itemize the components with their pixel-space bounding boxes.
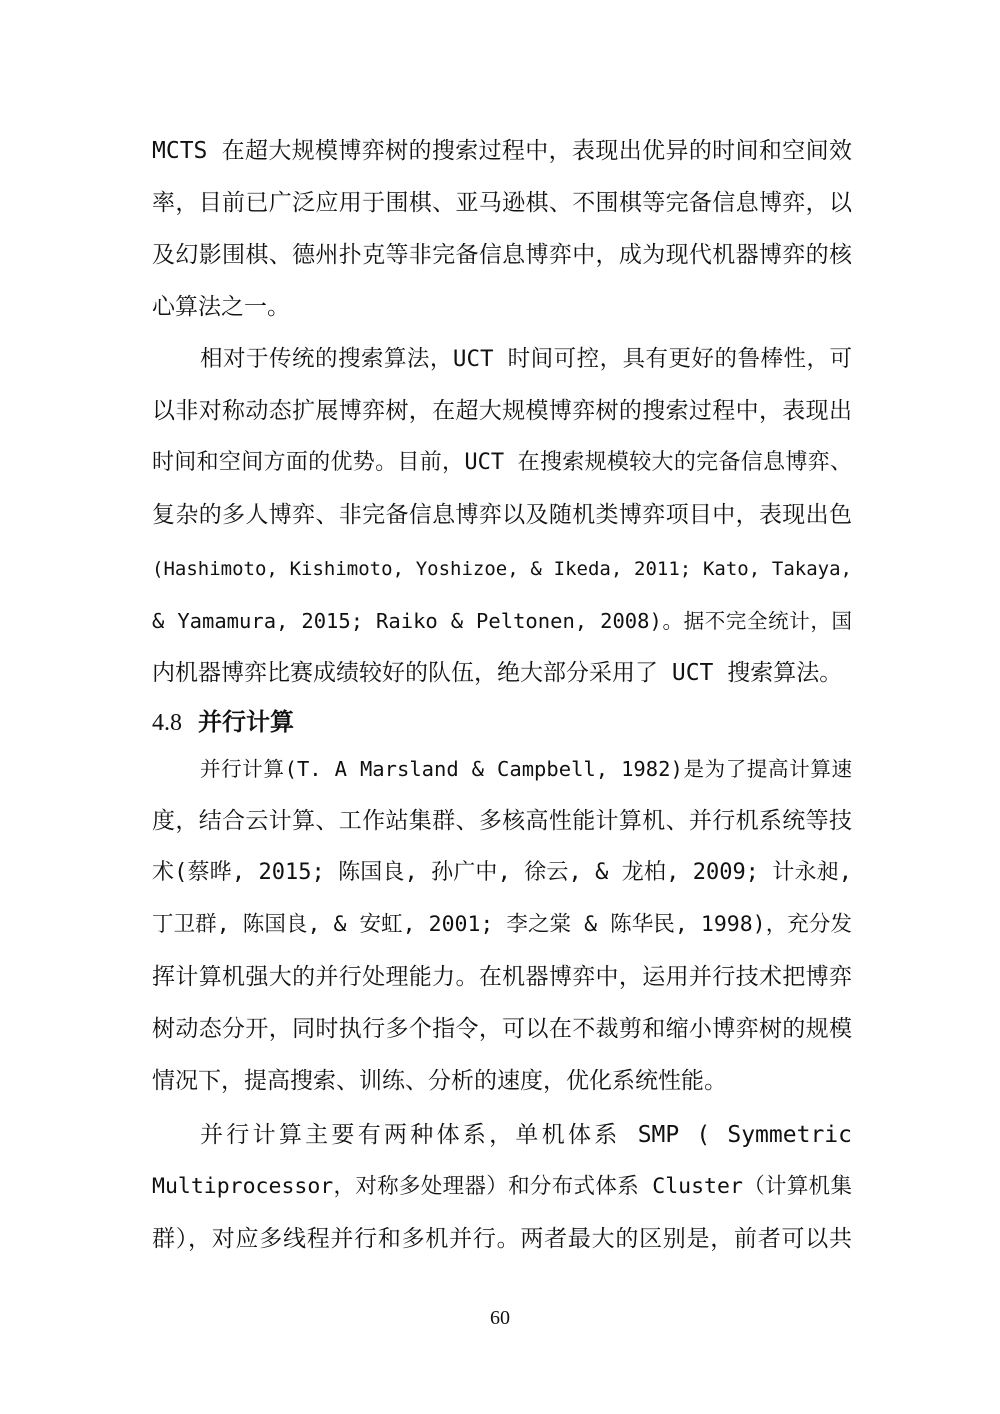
body-text-line: 时间和空间方面的优势。目前，UCT 在搜索规模较大的完备信息博弈、 (152, 450, 852, 475)
page-number: 60 (490, 1307, 510, 1329)
body-text-line: (Hashimoto, Kishimoto, Yoshizoe, & Ikeda, 2011; Kato, Takaya, (152, 558, 852, 580)
body-text-line: 率，目前已广泛应用于围棋、亚马逊棋、不围棋等完备信息博弈，以 (152, 190, 852, 216)
body-text-line: 树动态分开，同时执行多个指令，可以在不裁剪和缩小博弈树的规模 (152, 1016, 852, 1042)
body-text-line: MCTS 在超大规模博弈树的搜索过程中，表现出优异的时间和空间效 (152, 138, 852, 164)
body-text-line: 群），对应多线程并行和多机并行。两者最大的区别是，前者可以共 (152, 1226, 852, 1252)
body-text-line: 并行计算(T. A Marsland & Campbell, 1982)是为了提高计算速 (200, 757, 852, 781)
body-text-line: 心算法之一。 (152, 294, 290, 320)
body-text-line: 内机器博弈比赛成绩较好的队伍，绝大部分采用了 UCT 搜索算法。 (152, 660, 843, 686)
body-text-line: 情况下，提高搜索、训练、分析的速度，优化系统性能。 (152, 1068, 727, 1094)
body-text-line: 并行计算主要有两种体系，单机体系 SMP ( Symmetric (200, 1122, 852, 1148)
body-text-line: Multiprocessor，对称多处理器）和分布式体系 Cluster（计算机集 (152, 1174, 852, 1199)
body-text-line: 相对于传统的搜索算法，UCT 时间可控，具有更好的鲁棒性，可 (200, 346, 852, 372)
body-text-line: 丁卫群, 陈国良, & 安虹, 2001; 李之棠 & 陈华民, 1998)，充分发 (152, 912, 852, 937)
body-text-line: 度，结合云计算、工作站集群、多核高性能计算机、并行机系统等技 (152, 808, 852, 834)
section-number: 4.8 (152, 710, 182, 736)
section-title: 并行计算 (198, 708, 294, 736)
body-text-line: 术(蔡晔, 2015; 陈国良, 孙广中, 徐云, & 龙柏, 2009; 计永昶, (152, 860, 852, 885)
section-heading (152, 704, 294, 740)
body-text-line: 及幻影围棋、德州扑克等非完备信息博弈中，成为现代机器博弈的核 (152, 242, 852, 268)
body-text-line: 以非对称动态扩展博弈树，在超大规模博弈树的搜索过程中，表现出 (152, 398, 852, 424)
body-text-line: 复杂的多人博弈、非完备信息博弈以及随机类博弈项目中，表现出色 (152, 502, 852, 528)
body-text-line: 挥计算机强大的并行处理能力。在机器博弈中，运用并行技术把博弈 (152, 964, 852, 990)
body-text-line: & Yamamura, 2015; Raiko & Peltonen, 2008)。据不完全统计，国 (152, 609, 852, 633)
